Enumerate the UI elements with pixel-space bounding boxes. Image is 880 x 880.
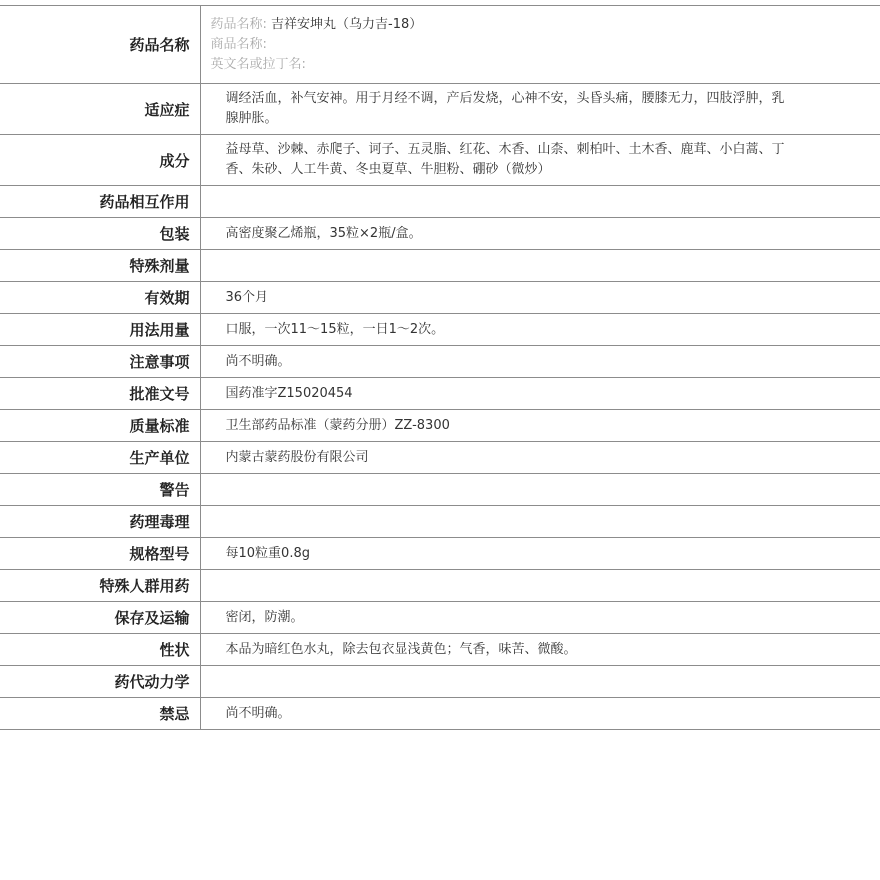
latin-name-prefix: 英文名或拉丁名:: [210, 56, 306, 72]
row-precautions: [0, 346, 880, 378]
row-shelf-life: [0, 282, 880, 314]
row-manufacturer: [0, 442, 880, 474]
label-manufacturer: 生产单位: [0, 442, 200, 474]
row-contraindications: [0, 698, 880, 730]
value-special-populations: [200, 570, 880, 602]
label-approval-number: 批准文号: [0, 378, 200, 410]
label-packaging: 包装: [0, 218, 200, 250]
value-indications: 调经活血，补气安神。用于月经不调，产后发烧，心神不安，头昏头痛，腰膝无力，四肢浮肿，乳腺肿胀。: [200, 84, 880, 135]
row-packaging: [0, 218, 880, 250]
row-pharmacokinetics: [0, 666, 880, 698]
name-value: 吉祥安坤丸（乌力吉-18）: [271, 16, 423, 32]
value-special-dosage: [200, 250, 880, 282]
row-ingredients: [0, 135, 880, 186]
value-quality-standard: 卫生部药品标准（蒙药分册）ZZ-8300: [200, 410, 880, 442]
label-specification: 规格型号: [0, 538, 200, 570]
row-quality-standard: [0, 410, 880, 442]
value-shelf-life: 36个月: [200, 282, 880, 314]
row-specification: [0, 538, 880, 570]
label-quality-standard: 质量标准: [0, 410, 200, 442]
label-indications: 适应症: [0, 84, 200, 135]
value-manufacturer: 内蒙古蒙药股份有限公司: [200, 442, 880, 474]
value-ingredients: 益母草、沙棘、赤爬子、诃子、五灵脂、红花、木香、山柰、刺柏叶、土木香、鹿茸、小白蒿、丁香、朱砂、人工牛黄、冬虫夏草、牛胆粉、硼砂（微炒）: [200, 135, 880, 186]
value-dosage: 口服，一次11～15粒，一日1～2次。: [200, 314, 880, 346]
label-shelf-life: 有效期: [0, 282, 200, 314]
name-prefix: 药品名称:: [210, 16, 267, 32]
value-warning: [200, 474, 880, 506]
row-special-populations: [0, 570, 880, 602]
value-precautions: 尚不明确。: [200, 346, 880, 378]
label-warning: 警告: [0, 474, 200, 506]
row-storage: [0, 602, 880, 634]
value-pharmacokinetics: [200, 666, 880, 698]
row-dosage: [0, 314, 880, 346]
value-contraindications: 尚不明确。: [200, 698, 880, 730]
value-specification: 每10粒重0.8g: [200, 538, 880, 570]
value-approval-number: 国药准字Z15020454: [200, 378, 880, 410]
label-contraindications: 禁忌: [0, 698, 200, 730]
label-pharmacology: 药理毒理: [0, 506, 200, 538]
row-indications: [0, 84, 880, 135]
brand-name-prefix: 商品名称:: [210, 36, 267, 52]
row-pharmacology: [0, 506, 880, 538]
row-warning: [0, 474, 880, 506]
label-special-dosage: 特殊剂量: [0, 250, 200, 282]
drug-info-container: [0, 5, 880, 730]
value-storage: 密闭，防潮。: [200, 602, 880, 634]
label-description: 性状: [0, 634, 200, 666]
value-interactions: [200, 186, 880, 218]
label-interactions: 药品相互作用: [0, 186, 200, 218]
row-description: [0, 634, 880, 666]
label-pharmacokinetics: 药代动力学: [0, 666, 200, 698]
label-ingredients: 成分: [0, 135, 200, 186]
value-drug-name: [200, 6, 880, 84]
value-pharmacology: [200, 506, 880, 538]
row-interactions: [0, 186, 880, 218]
value-description: 本品为暗红色水丸，除去包衣显浅黄色；气香，味苦、微酸。: [200, 634, 880, 666]
label-drug-name: 药品名称: [0, 6, 200, 84]
label-precautions: 注意事项: [0, 346, 200, 378]
row-special-dosage: [0, 250, 880, 282]
label-dosage: 用法用量: [0, 314, 200, 346]
row-drug-name: [0, 6, 880, 84]
value-packaging: 高密度聚乙烯瓶，35粒×2瓶/盒。: [200, 218, 880, 250]
row-approval-number: [0, 378, 880, 410]
drug-info-table: [0, 5, 880, 730]
label-storage: 保存及运输: [0, 602, 200, 634]
label-special-populations: 特殊人群用药: [0, 570, 200, 602]
